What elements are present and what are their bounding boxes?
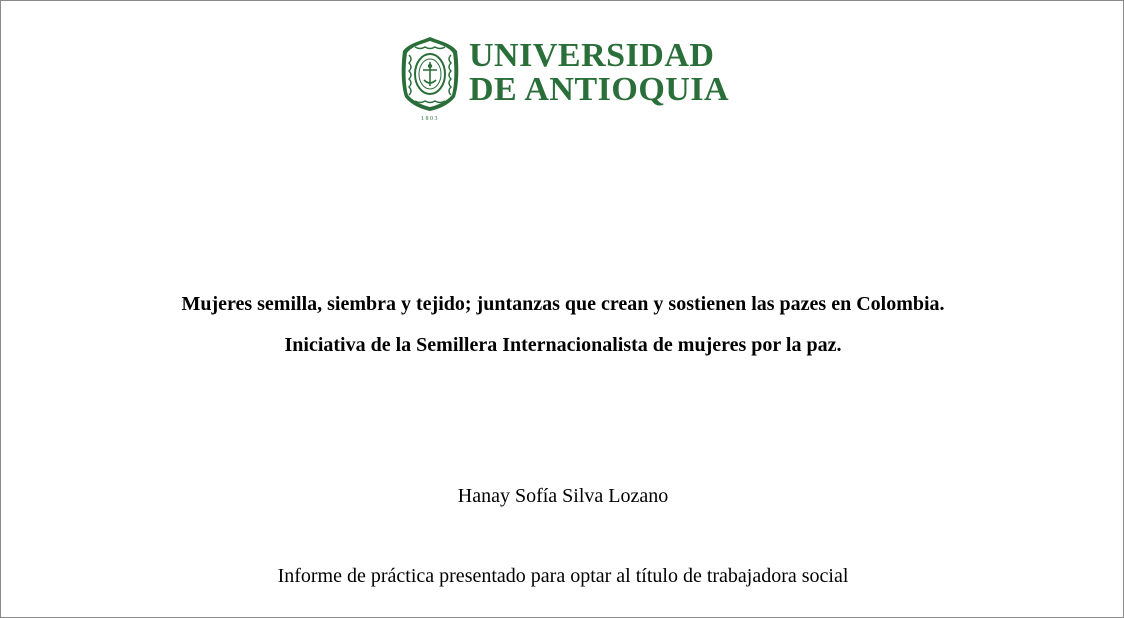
- university-seal-icon: [399, 35, 461, 123]
- university-logo: [399, 35, 729, 123]
- university-name: [469, 39, 729, 107]
- report-description: Informe de práctica presentado para optar al título de trabajadora social: [277, 565, 849, 587]
- document-title: [1, 284, 1124, 366]
- author-name: Hanay Sofía Silva Lozano: [457, 485, 669, 507]
- university-name-line2: DE ANTIOQUIA: [469, 71, 730, 108]
- university-name-line1: UNIVERSIDAD: [469, 37, 715, 74]
- title-line-2: Iniciativa de la Semillera Internacionalista de mujeres por la paz.: [284, 334, 842, 356]
- title-line-1: Mujeres semilla, siembra y tejido; juntanzas que crean y sostienen las pazes en Colombia.: [181, 293, 945, 315]
- svg-text:1803: 1803: [421, 116, 439, 122]
